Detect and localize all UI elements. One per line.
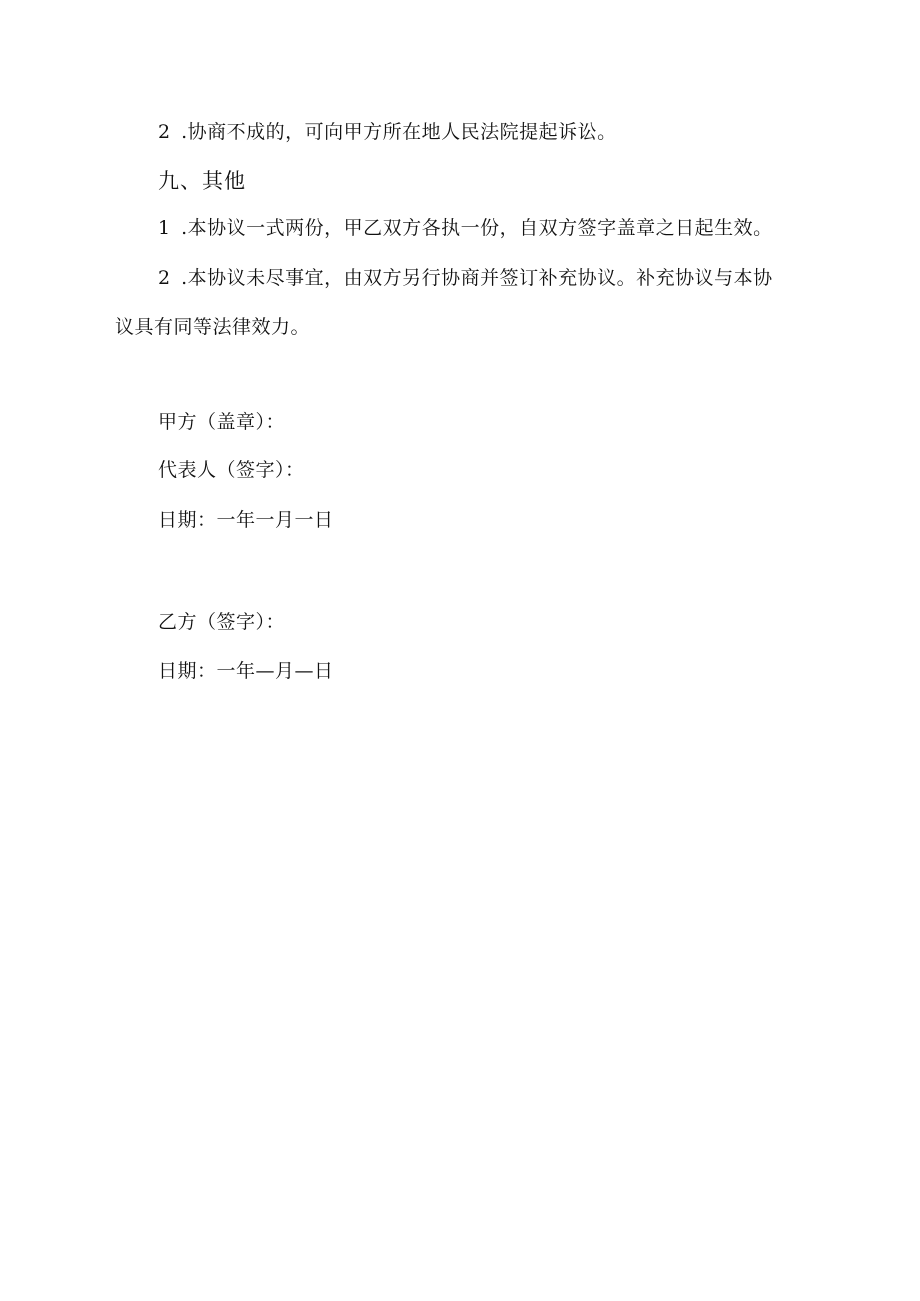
party-a-date-label: 日期：一年一月一日 <box>158 509 334 531</box>
party-a-seal-label: 甲方（盖章）： <box>158 411 286 433</box>
representative-sign-label: 代表人（签字）： <box>158 459 305 481</box>
clause-9-2-line1 <box>158 266 773 290</box>
section-heading-other: 九、其他 <box>158 169 246 193</box>
clause-8-2 <box>158 120 617 144</box>
party-b-date-label: 日期：一年—月—日 <box>158 660 334 682</box>
clause-text: .协商不成的，可向甲方所在地人民法院提起诉讼。 <box>181 121 617 143</box>
clause-9-2-line2: 议具有同等法律效力。 <box>115 316 311 338</box>
clause-number: 2 <box>158 267 171 289</box>
party-b-sign-label: 乙方（签字）： <box>158 611 286 633</box>
clause-text: .本协议一式两份，甲乙双方各执一份，自双方签字盖章之日起生效。 <box>181 217 773 239</box>
clause-number: 2 <box>158 121 171 143</box>
clause-text: .本协议未尽事宜，由双方另行协商并签订补充协议。补充协议与本协 <box>181 267 773 289</box>
clause-number: 1 <box>158 217 171 239</box>
clause-9-1 <box>158 216 773 240</box>
